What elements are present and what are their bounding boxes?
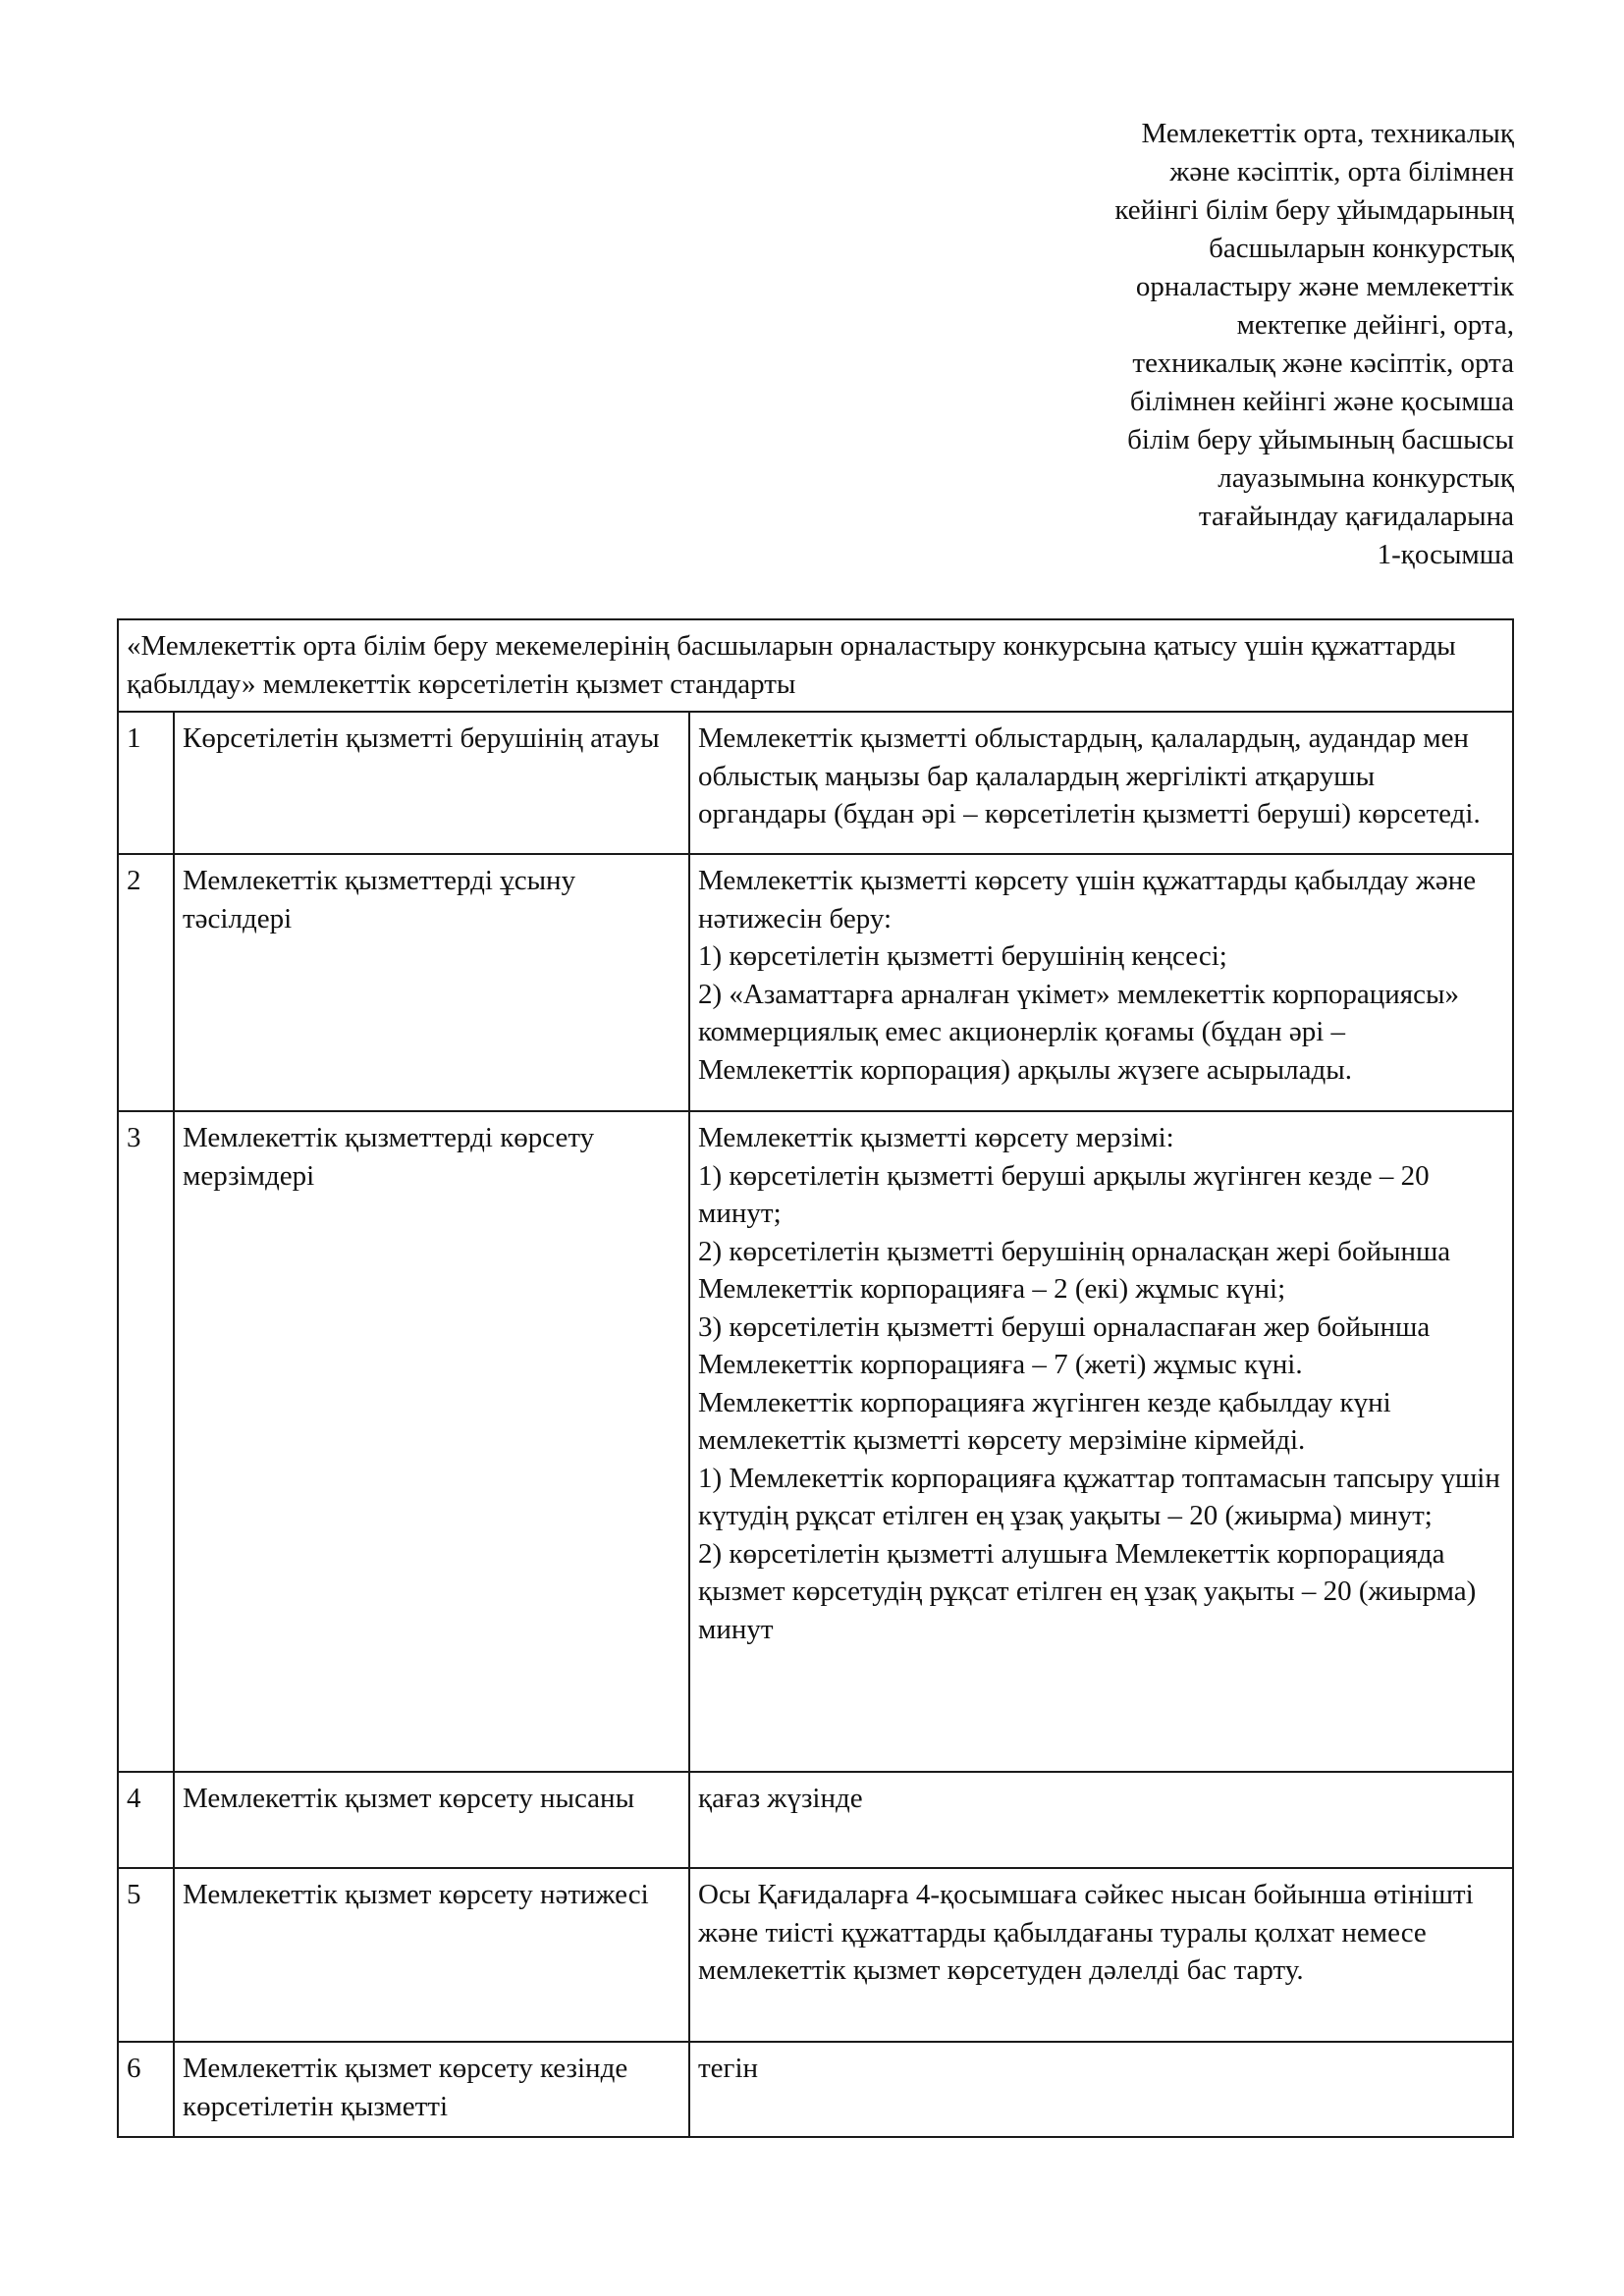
row-value-paragraph: Мемлекеттік қызметті көрсету мерзімі: <box>698 1122 1174 1153</box>
row-value-paragraph: тегін <box>698 2053 759 2084</box>
row-name: Мемлекеттік қызмет көрсету нәтижесі <box>174 1868 689 2042</box>
annex-number: 1-қосымша <box>1377 539 1514 570</box>
annex-line: білімнен кейінгі және қосымша <box>1129 386 1514 417</box>
row-value <box>689 854 1513 1111</box>
row-value-paragraph: 2) «Азаматтарға арналған үкімет» мемлекеттік корпорациясы» коммерциялық емес акционерлік қоғамы (бұдан әрі – Мемлекеттік корпорация) арқылы жүзеге асырылады. <box>698 978 1459 1086</box>
row-value <box>689 1111 1513 1772</box>
row-number: 4 <box>118 1772 174 1868</box>
row-value-paragraph: Мемлекеттік қызметті облыстардың, қалалардың, аудандар мен облыстық маңызы бар қалалардың жергілікті атқарушы органдары (бұдан әрі – көрсетілетін қызметті беруші) көрсетеді. <box>698 722 1481 829</box>
row-value-paragraph: 3) көрсетілетін қызметті беруші орналаспаған жер бойынша Мемлекеттік корпорацияға – 7 (жеті) жұмыс күні. <box>698 1310 1431 1380</box>
annex-line: және кәсіптік, орта білімнен <box>1169 156 1514 187</box>
row-value-paragraph: 2) көрсетілетін қызметті алушыға Мемлекеттік корпорацияда қызмет көрсетудің рұқсат етілген ең ұзақ уақыты – 20 (жиырма) минут <box>698 1537 1477 1645</box>
row-value-paragraph: Мемлекеттік қызметті көрсету үшін құжаттарды қабылдау және нәтижесін беру: <box>698 865 1477 934</box>
annex-line: басшыларын конкурстық <box>1209 233 1514 264</box>
row-number: 1 <box>118 712 174 854</box>
table-row <box>118 1111 1513 1772</box>
annex-header <box>1003 115 1514 574</box>
service-standard-table <box>117 618 1514 2138</box>
row-value <box>689 1772 1513 1868</box>
row-value-paragraph: қағаз жүзінде <box>698 1783 863 1814</box>
row-name: Мемлекеттік қызметтерді ұсыну тәсілдері <box>174 854 689 1111</box>
table-row <box>118 1772 1513 1868</box>
table-title: «Мемлекеттік орта білім беру мекемелерінің басшыларын орналастыру конкурсына қатысу үшін құжаттарды қабылдау» мемлекеттік көрсетілетін қызмет стандарты <box>118 619 1513 712</box>
row-name: Мемлекеттік қызмет көрсету кезінде көрсетілетін қызметті <box>174 2042 689 2137</box>
table-row <box>118 854 1513 1111</box>
row-number: 2 <box>118 854 174 1111</box>
row-number: 6 <box>118 2042 174 2137</box>
row-value-paragraph: 1) көрсетілетін қызметті берушінің кеңсесі; <box>698 940 1227 972</box>
row-name: Мемлекеттік қызмет көрсету нысаны <box>174 1772 689 1868</box>
annex-line: орналастыру және мемлекеттік <box>1135 271 1514 302</box>
annex-line: білім беру ұйымының басшысы <box>1127 424 1514 455</box>
row-value-paragraph: Осы Қағидаларға 4-қосымшаға сәйкес нысан бойынша өтінішті және тиісті құжаттарды қабылдағаны туралы қолхат немесе мемлекеттік қызмет көрсетуден дәлелді бас тарту. <box>698 1879 1474 1986</box>
table-row <box>118 1868 1513 2042</box>
annex-line: кейінгі білім беру ұйымдарының <box>1114 194 1514 226</box>
annex-line: техникалық және кәсіптік, орта <box>1132 347 1514 379</box>
annex-line: мектепке дейінгі, орта, <box>1236 309 1514 341</box>
row-value-paragraph: 2) көрсетілетін қызметті берушінің орналасқан жері бойынша Мемлекеттік корпорацияға – 2 (екі) жұмыс күні; <box>698 1235 1451 1305</box>
annex-line: тағайындау қағидаларына <box>1198 501 1514 532</box>
row-value-paragraph: Мемлекеттік корпорацияға жүгінген кезде қабылдау күні мемлекеттік қызметті көрсету мерзіміне кірмейді. <box>698 1386 1391 1456</box>
table-row <box>118 712 1513 854</box>
row-name: Мемлекеттік қызметтерді көрсету мерзімдері <box>174 1111 689 1772</box>
annex-line: лауазымына конкурстық <box>1218 462 1514 494</box>
row-value <box>689 2042 1513 2137</box>
row-number: 5 <box>118 1868 174 2042</box>
row-value-paragraph: 1) көрсетілетін қызметті беруші арқылы жүгінген кезде – 20 минут; <box>698 1159 1430 1229</box>
annex-line: Мемлекеттік орта, техникалық <box>1141 118 1514 149</box>
table-title-row <box>118 619 1513 712</box>
row-value <box>689 712 1513 854</box>
table-row <box>118 2042 1513 2137</box>
row-number: 3 <box>118 1111 174 1772</box>
row-value <box>689 1868 1513 2042</box>
row-name: Көрсетілетін қызметті берушінің атауы <box>174 712 689 854</box>
row-value-paragraph: 1) Мемлекеттік корпорацияға құжаттар топтамасын тапсыру үшін күтудің рұқсат етілген ең ұзақ уақыты – 20 (жиырма) минут; <box>698 1462 1500 1531</box>
